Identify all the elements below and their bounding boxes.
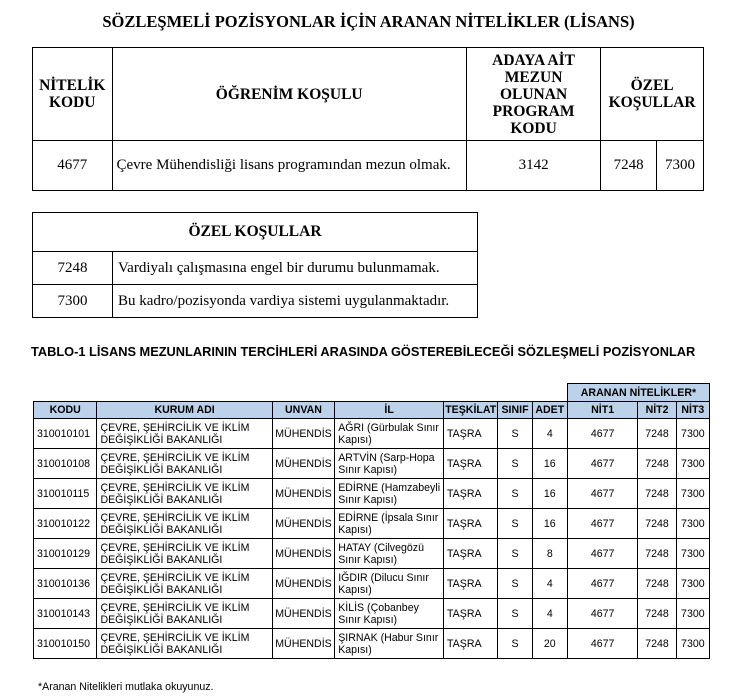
table-row	[34, 539, 710, 569]
cell-nit3: 7300	[676, 509, 709, 539]
cell-adet: 4	[532, 569, 567, 599]
page-title: SÖZLEŞMELİ POZİSYONLAR İÇİN ARANAN NİTELİKLER (LİSANS)	[102, 12, 635, 31]
row-program-kodu: 3142	[466, 141, 600, 191]
cell-teskilat: TAŞRA	[444, 539, 498, 569]
footnote: *Aranan Nitelikleri mutlaka okuyunuz.	[38, 681, 214, 693]
cell-nit1: 4677	[567, 629, 638, 659]
table1-title: TABLO-1 LİSANS MEZUNLARININ TERCİHLERİ ARASINDA GÖSTEREBİLECEĞİ SÖZLEŞMELİ POZİSYONLAR	[31, 344, 696, 359]
cell-adet: 8	[532, 539, 567, 569]
cell-il: KİLİS (Çobanbey Sınır Kapısı)	[335, 599, 444, 629]
cell-unvan: MÜHENDİS	[272, 449, 334, 479]
cell-teskilat: TAŞRA	[444, 419, 498, 449]
cell-sinif: S	[498, 509, 532, 539]
cell-teskilat: TAŞRA	[444, 599, 498, 629]
cell-il: AĞRI (Gürbulak Sınır Kapısı)	[335, 419, 444, 449]
header-nit3: NİT3	[676, 402, 709, 419]
cell-kodu: 310010108	[34, 449, 97, 479]
cell-nit1: 4677	[567, 569, 638, 599]
cell-nit3: 7300	[676, 479, 709, 509]
cell-nit1: 4677	[567, 509, 638, 539]
header-spacer	[34, 384, 568, 402]
cell-sinif: S	[498, 479, 532, 509]
header-kodu: KODU	[34, 402, 97, 419]
header-kurum-adi: KURUM ADI	[97, 402, 272, 419]
header-nitelik-kodu: NİTELİK KODU	[33, 48, 113, 141]
table-row	[34, 479, 710, 509]
cell-sinif: S	[498, 539, 532, 569]
table-row	[34, 509, 710, 539]
cell-unvan: MÜHENDİS	[272, 479, 334, 509]
cell-unvan: MÜHENDİS	[272, 539, 334, 569]
cell-kurum-adi: ÇEVRE, ŞEHİRCİLİK VE İKLİM DEĞİŞİKLİĞİ BAKANLIĞI	[97, 479, 272, 509]
cell-kurum-adi: ÇEVRE, ŞEHİRCİLİK VE İKLİM DEĞİŞİKLİĞİ BAKANLIĞI	[97, 539, 272, 569]
cell-nit3: 7300	[676, 629, 709, 659]
cell-teskilat: TAŞRA	[444, 449, 498, 479]
special-condition-text: Bu kadro/pozisyonda vardiya sistemi uygulanmaktadır.	[113, 285, 478, 318]
cell-adet: 4	[532, 599, 567, 629]
header-unvan: UNVAN	[272, 402, 334, 419]
cell-il: EDİRNE (Hamzabeyli Sınır Kapısı)	[335, 479, 444, 509]
row-nitelik-kodu: 4677	[33, 141, 113, 191]
cell-nit2: 7248	[638, 569, 676, 599]
cell-nit1: 4677	[567, 539, 638, 569]
cell-sinif: S	[498, 419, 532, 449]
cell-unvan: MÜHENDİS	[272, 629, 334, 659]
table-row	[34, 569, 710, 599]
cell-kurum-adi: ÇEVRE, ŞEHİRCİLİK VE İKLİM DEĞİŞİKLİĞİ BAKANLIĞI	[97, 569, 272, 599]
table-row	[34, 599, 710, 629]
table-row	[34, 419, 710, 449]
cell-nit2: 7248	[638, 419, 676, 449]
special-condition-code: 7300	[33, 285, 113, 318]
cell-unvan: MÜHENDİS	[272, 419, 334, 449]
cell-kodu: 310010150	[34, 629, 97, 659]
cell-nit1: 4677	[567, 449, 638, 479]
cell-teskilat: TAŞRA	[444, 479, 498, 509]
cell-sinif: S	[498, 449, 532, 479]
cell-kurum-adi: ÇEVRE, ŞEHİRCİLİK VE İKLİM DEĞİŞİKLİĞİ BAKANLIĞI	[97, 509, 272, 539]
cell-sinif: S	[498, 599, 532, 629]
cell-unvan: MÜHENDİS	[272, 599, 334, 629]
cell-nit2: 7248	[638, 509, 676, 539]
cell-kodu: 310010122	[34, 509, 97, 539]
cell-adet: 4	[532, 419, 567, 449]
cell-il: HATAY (Cilvegözü Sınır Kapısı)	[335, 539, 444, 569]
table-row	[34, 449, 710, 479]
cell-nit2: 7248	[638, 629, 676, 659]
cell-il: IĞDIR (Dilucu Sınır Kapısı)	[335, 569, 444, 599]
row-ozel-kosul-2: 7300	[657, 141, 704, 191]
cell-kodu: 310010129	[34, 539, 97, 569]
cell-nit2: 7248	[638, 449, 676, 479]
header-ozel-kosullar: ÖZEL KOŞULLAR	[601, 48, 704, 141]
cell-nit3: 7300	[676, 419, 709, 449]
cell-nit3: 7300	[676, 449, 709, 479]
positions-table	[33, 383, 710, 659]
special-conditions-table	[32, 212, 478, 318]
header-nit2: NİT2	[638, 402, 676, 419]
header-aranan-nitelikler: ARANAN NİTELİKLER*	[567, 384, 709, 402]
cell-kurum-adi: ÇEVRE, ŞEHİRCİLİK VE İKLİM DEĞİŞİKLİĞİ BAKANLIĞI	[97, 599, 272, 629]
cell-adet: 16	[532, 509, 567, 539]
special-conditions-header: ÖZEL KOŞULLAR	[33, 213, 478, 252]
header-il: İL	[335, 402, 444, 419]
special-condition-code: 7248	[33, 252, 113, 285]
header-nit1: NİT1	[567, 402, 638, 419]
cell-teskilat: TAŞRA	[444, 509, 498, 539]
special-condition-text: Vardiyalı çalışmasına engel bir durumu bulunmamak.	[113, 252, 478, 285]
cell-kodu: 310010115	[34, 479, 97, 509]
header-ogrenim-kosulu: ÖĞRENİM KOŞULU	[112, 48, 466, 141]
cell-adet: 16	[532, 479, 567, 509]
cell-unvan: MÜHENDİS	[272, 569, 334, 599]
cell-nit1: 4677	[567, 479, 638, 509]
cell-sinif: S	[498, 569, 532, 599]
cell-adet: 16	[532, 449, 567, 479]
qualifications-table	[32, 47, 704, 191]
header-adet: ADET	[532, 402, 567, 419]
cell-kodu: 310010101	[34, 419, 97, 449]
cell-adet: 20	[532, 629, 567, 659]
cell-nit3: 7300	[676, 599, 709, 629]
header-program-kodu: ADAYA AİT MEZUN OLUNAN PROGRAM KODU	[466, 48, 600, 141]
cell-kodu: 310010136	[34, 569, 97, 599]
table-row	[34, 629, 710, 659]
cell-teskilat: TAŞRA	[444, 569, 498, 599]
cell-nit1: 4677	[567, 419, 638, 449]
cell-unvan: MÜHENDİS	[272, 509, 334, 539]
cell-nit1: 4677	[567, 599, 638, 629]
cell-teskilat: TAŞRA	[444, 629, 498, 659]
cell-kurum-adi: ÇEVRE, ŞEHİRCİLİK VE İKLİM DEĞİŞİKLİĞİ BAKANLIĞI	[97, 419, 272, 449]
cell-nit2: 7248	[638, 599, 676, 629]
cell-nit2: 7248	[638, 479, 676, 509]
header-teskilat: TEŞKİLAT	[444, 402, 498, 419]
row-ozel-kosul-1: 7248	[601, 141, 657, 191]
cell-kurum-adi: ÇEVRE, ŞEHİRCİLİK VE İKLİM DEĞİŞİKLİĞİ BAKANLIĞI	[97, 449, 272, 479]
cell-nit3: 7300	[676, 539, 709, 569]
cell-il: ARTVİN (Sarp-Hopa Sınır Kapısı)	[335, 449, 444, 479]
cell-nit2: 7248	[638, 539, 676, 569]
header-sinif: SINIF	[498, 402, 532, 419]
cell-sinif: S	[498, 629, 532, 659]
cell-il: ŞIRNAK (Habur Sınır Kapısı)	[335, 629, 444, 659]
cell-kurum-adi: ÇEVRE, ŞEHİRCİLİK VE İKLİM DEĞİŞİKLİĞİ BAKANLIĞI	[97, 629, 272, 659]
cell-il: EDİRNE (İpsala Sınır Kapısı)	[335, 509, 444, 539]
row-ogrenim-kosulu: Çevre Mühendisliği lisans programından mezun olmak.	[112, 141, 466, 191]
cell-kodu: 310010143	[34, 599, 97, 629]
cell-nit3: 7300	[676, 569, 709, 599]
